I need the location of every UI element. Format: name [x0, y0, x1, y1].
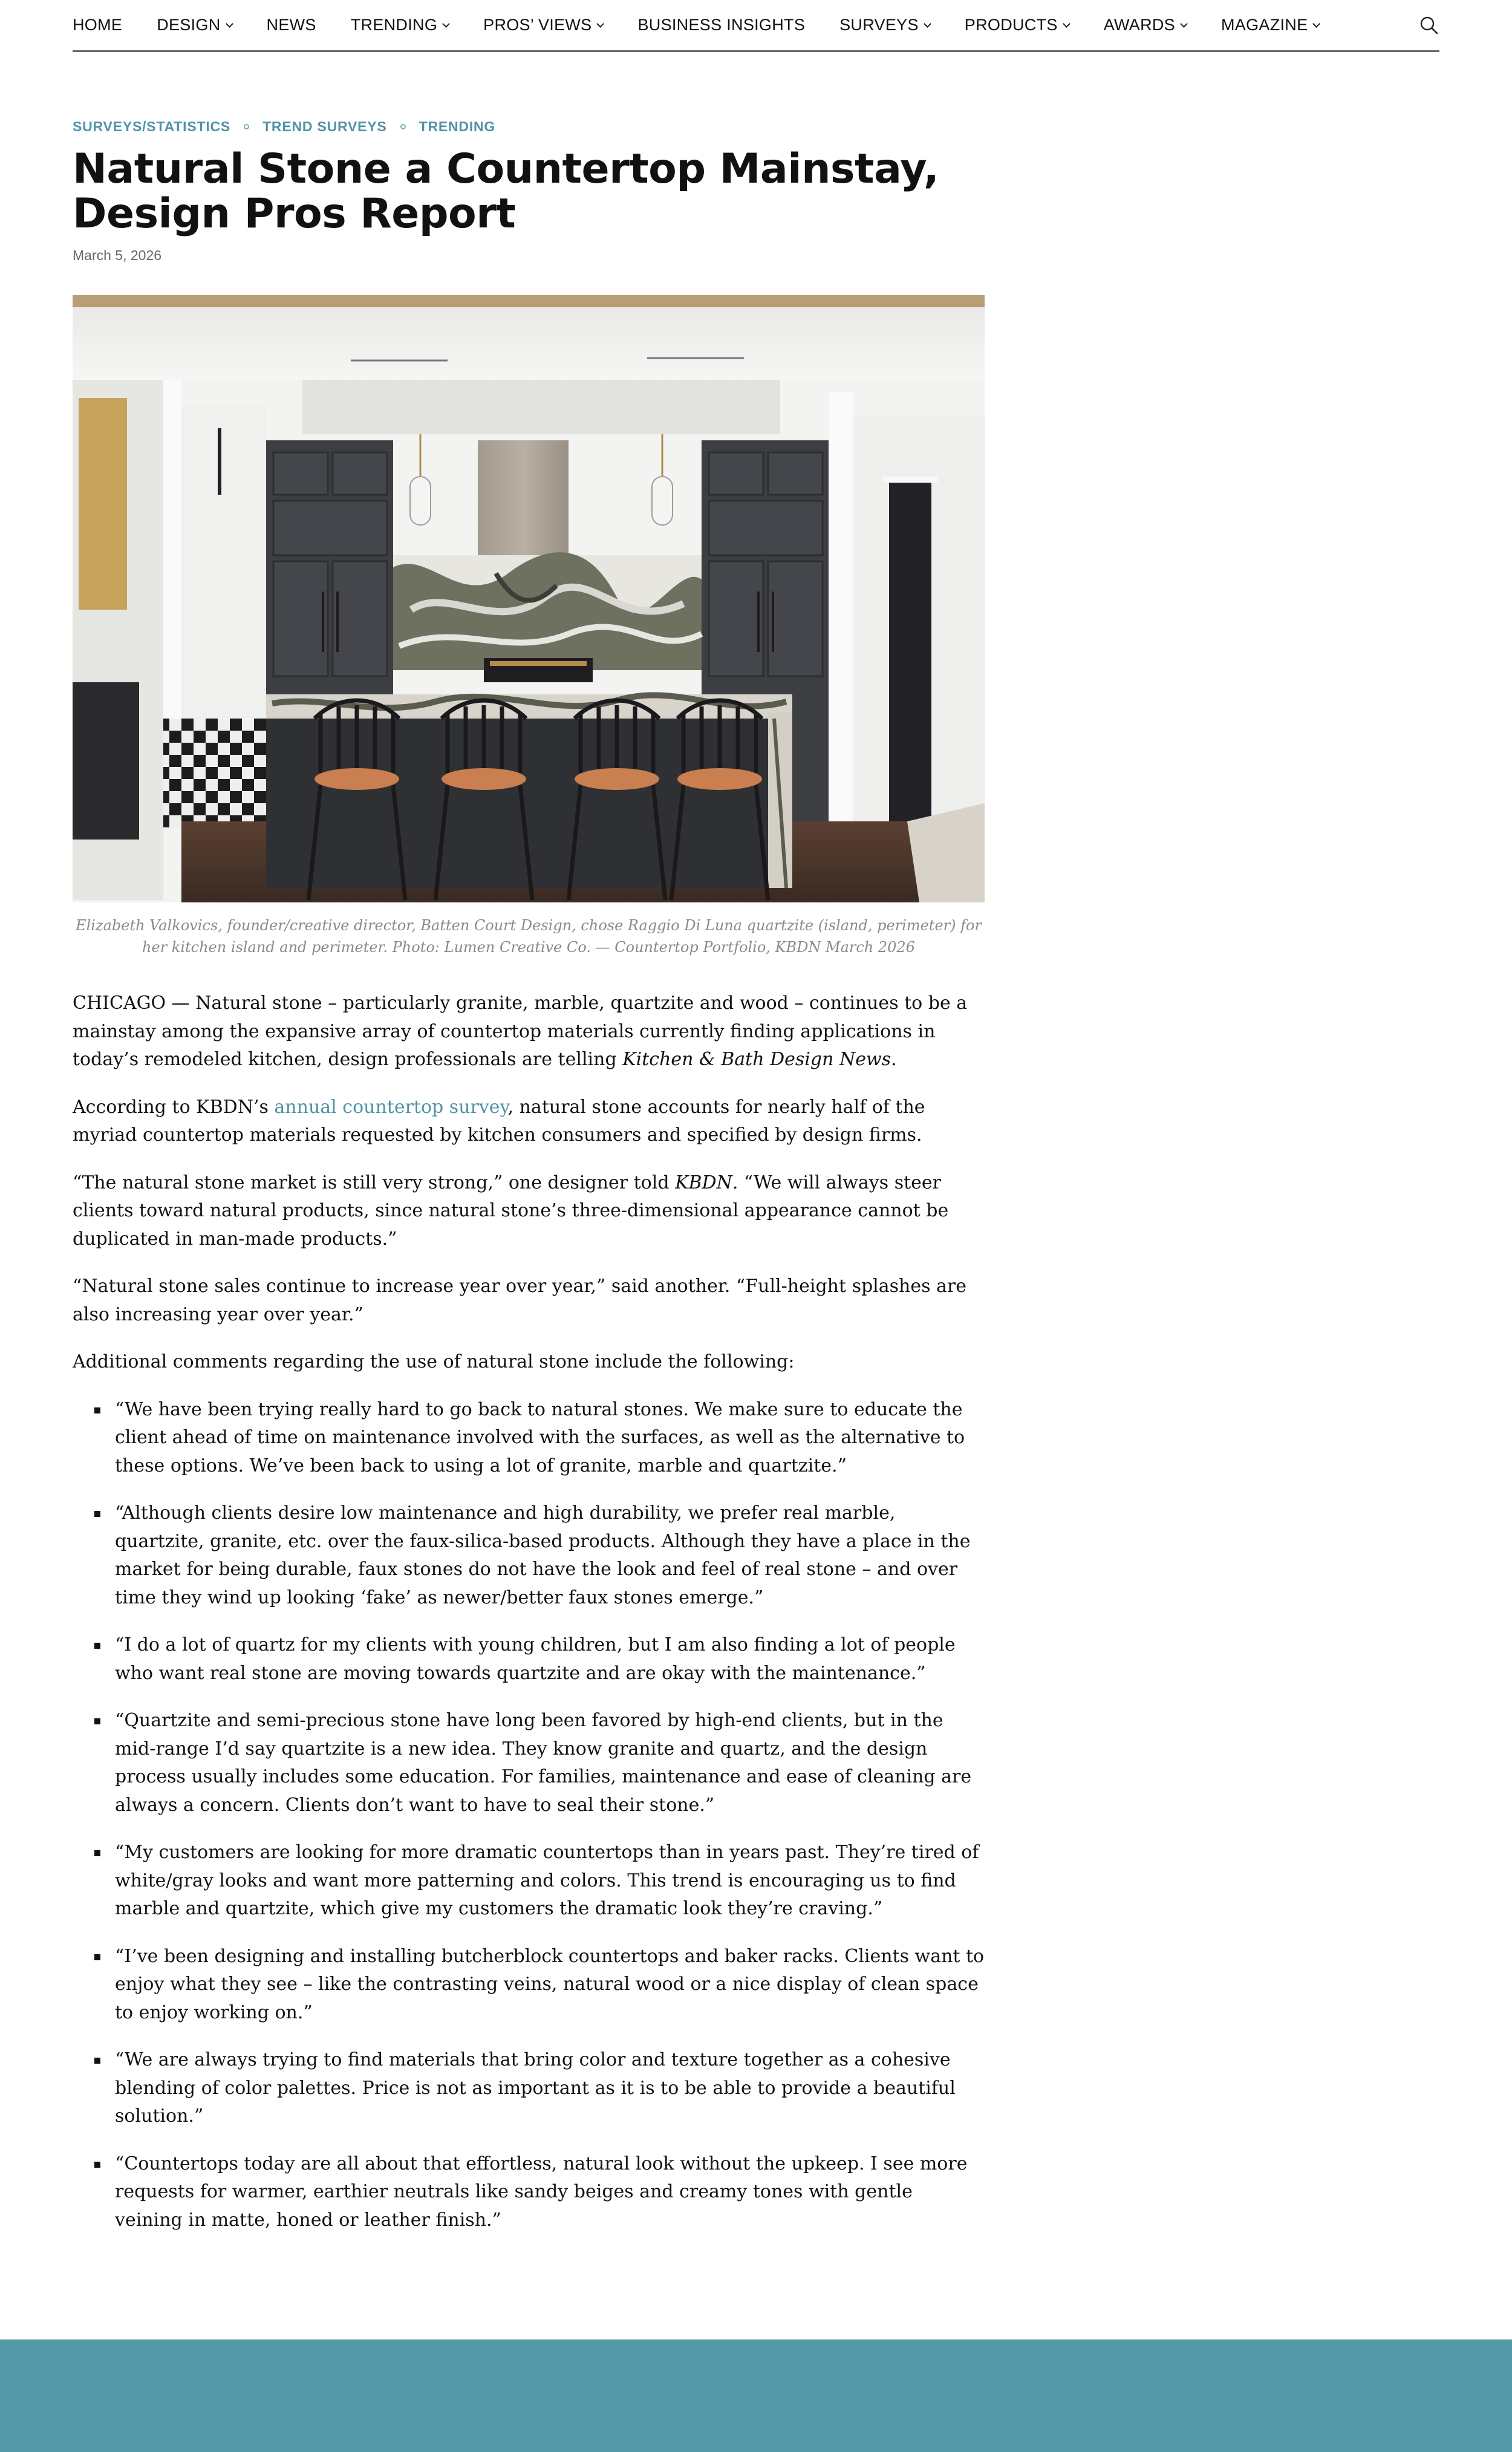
article-date: March 5, 2026 — [73, 247, 162, 263]
nav-item-awards[interactable]: AWARDS — [1104, 16, 1187, 34]
hero-image — [73, 295, 985, 902]
quote-list — [73, 1396, 985, 2235]
nav-item-trending[interactable]: TRENDING — [351, 16, 449, 34]
quote-item: “We are always trying to find materials that bring color and texture together as a cohesive blending of color palettes. Price is not as important as it is to be able to provide a beautiful solution.” — [115, 2046, 985, 2131]
chevron-down-icon — [1063, 20, 1070, 28]
chevron-down-icon — [1313, 20, 1321, 28]
quote-item: “I do a lot of quartz for my clients with young children, but I am also finding a lot of people who want real stone are moving towards quartzite and are okay with the maintenance.” — [115, 1631, 985, 1687]
nav-item-news[interactable]: NEWS — [266, 16, 316, 34]
hero-caption: Elizabeth Valkovics, founder/creative director, Batten Court Design, chose Raggio Di Luna quartzite (island, perimeter) for her kitchen island and perimeter. Photo: Lumen Creative Co. — Countertop Portfolio, KBDN March 2026 — [76, 917, 982, 956]
paragraph-quote-1: “The natural stone market is still very strong,” one designer told KBDN. “We will always steer clients toward natural products, since natural stone’s three-dimensional appearance cannot be duplicated in man-made products.” — [73, 1172, 949, 1250]
paragraph-quote-2: “Natural stone sales continue to increase year over year,” said another. “Full-height splashes are also increasing year over year.” — [73, 1276, 967, 1325]
footer-band — [0, 2340, 1512, 2452]
nav-item-magazine[interactable]: MAGAZINE — [1221, 16, 1319, 34]
main-navigation — [73, 0, 1439, 52]
category-separator — [244, 124, 249, 129]
chevron-down-icon — [442, 20, 450, 28]
nav-item-design[interactable]: DESIGN — [157, 16, 232, 34]
chevron-down-icon — [226, 20, 233, 28]
annual-countertop-survey-link[interactable]: annual countertop survey — [274, 1096, 508, 1118]
nav-item-pros-views[interactable]: PROS’ VIEWS — [483, 16, 603, 34]
paragraph-intro: CHICAGO — Natural stone – particularly granite, marble, quartzite and wood – continues to be a mainstay among the expansive array of countertop materials currently finding applications in today’s remodeled kitchen, design professionals are telling Kitchen & Bath Design News. — [73, 993, 968, 1070]
article-header — [73, 119, 985, 264]
chevron-down-icon — [1180, 20, 1188, 28]
chevron-down-icon — [924, 20, 931, 28]
quote-item: “Quartzite and semi-precious stone have long been favored by high-end clients, but in the mid-range I’d say quartzite is a new idea. They know granite and quartz, and the design process usually includes some education. For families, maintenance and ease of cleaning are always a concern. Clients don’t want to have to seal their stone.” — [115, 1707, 985, 1819]
nav-item-products[interactable]: PRODUCTS — [965, 16, 1069, 34]
category-separator — [400, 124, 406, 129]
kitchen-photo — [73, 295, 985, 902]
paragraph-survey: According to KBDN’s annual countertop survey, natural stone accounts for nearly half of the myriad countertop materials requested by kitchen consumers and specified by design firms. — [73, 1096, 925, 1146]
quote-item: “We have been trying really hard to go back to natural stones. We make sure to educate the client ahead of time on maintenance involved with the surfaces, as well as the alternative to these options. We’ve been back to using a lot of granite, marble and quartzite.” — [115, 1396, 985, 1481]
article-body — [73, 990, 985, 2254]
quote-item: “I’ve been designing and installing butcherblock countertops and baker racks. Clients want to enjoy what they see – like the contrasting veins, natural wood or a nice display of clean space to enjoy working on.” — [115, 1943, 985, 2027]
quote-item: “My customers are looking for more dramatic countertops than in years past. They’re tired of white/gray looks and want more patterning and colors. This trend is encouraging us to find marble and quartzite, which give my customers the dramatic look they’re craving.” — [115, 1839, 985, 1923]
nav-item-business-insights[interactable]: BUSINESS INSIGHTS — [637, 16, 806, 34]
chevron-down-icon — [597, 20, 605, 28]
quote-item: “Although clients desire low maintenance and high durability, we prefer real marble, quartzite, granite, etc. over the faux-silica-based products. Although they have a place in the market for being durable, faux stones do not have the look and feel of real stone – and over time they wind up looking ‘fake’ as newer/better faux stones emerge.” — [115, 1499, 985, 1612]
category-links — [73, 119, 985, 135]
search-icon[interactable] — [1419, 15, 1439, 36]
quote-item: “Countertops today are all about that effortless, natural look without the upkeep. I see more requests for warmer, earthier neutrals like sandy beiges and creamy tones with gentle veining in matte, honed or leather finish.” — [115, 2150, 985, 2235]
category-surveys-statistics[interactable]: SURVEYS/STATISTICS — [73, 119, 231, 134]
article-title: Natural Stone a Countertop Mainstay, Design Pros Report — [73, 145, 939, 238]
category-trending[interactable]: TRENDING — [419, 119, 496, 134]
nav-item-home[interactable]: HOME — [73, 16, 123, 34]
paragraph-lead-in: Additional comments regarding the use of natural stone include the following: — [73, 1351, 795, 1372]
nav-items — [73, 16, 1354, 34]
nav-item-surveys[interactable]: SURVEYS — [839, 16, 930, 34]
category-trend-surveys[interactable]: TREND SURVEYS — [262, 119, 387, 134]
